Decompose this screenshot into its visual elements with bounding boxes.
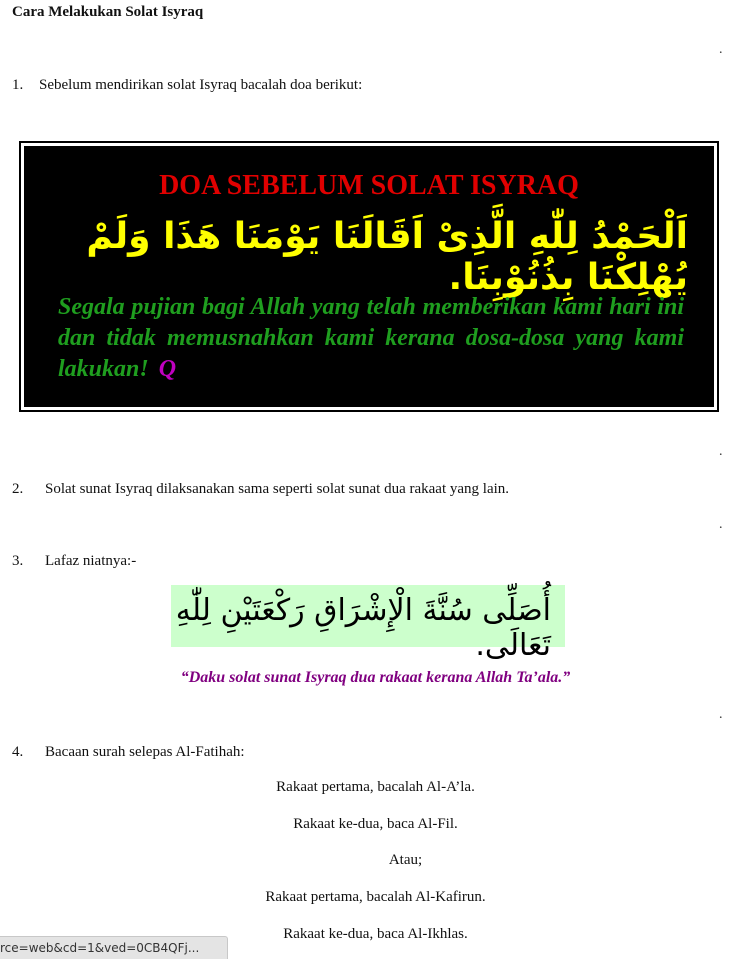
step-2-number: 2.: [12, 481, 24, 497]
step-2-text: Solat sunat Isyraq dilaksanakan sama seperti solat sunat dua rakaat yang lain.: [45, 481, 510, 497]
q-mark: Q: [158, 356, 177, 382]
doa-translation: [58, 292, 684, 385]
surah-line: Rakaat ke-dua, baca Al-Fil.: [293, 816, 458, 832]
niat-arabic-text: أُصَلِّى سُنَّةَ الْإِشْرَاقِ رَكْعَتَيْنِ لِلّٰهِ تَعَالَى.: [175, 593, 551, 663]
step-1-number: 1.: [12, 77, 24, 93]
status-bar-url: rce=web&cd=1&ved=0CB4QFj...: [0, 936, 228, 959]
doa-arabic-text: اَلْحَمْدُ لِلّٰهِ الَّذِىْ اَقَالَنَا يَوْمَنَا هَذَا وَلَمْ يُهْلِكْنَا بِذُنُوْبِنَا.: [86, 216, 688, 298]
step-1-text: Sebelum mendirikan solat Isyraq bacalah doa berikut:: [39, 77, 363, 93]
surah-line: Rakaat pertama, bacalah Al-A’la.: [276, 779, 475, 795]
surah-line: Rakaat ke-dua, baca Al-Ikhlas.: [283, 926, 468, 942]
doa-heading: DOA SEBELUM SOLAT ISYRAQ: [159, 170, 579, 201]
surah-line: Atau;: [388, 852, 423, 868]
step-4-text: Bacaan surah selepas Al-Fatihah:: [45, 744, 245, 760]
doa-box-inner: [24, 146, 714, 407]
separator-dot: .: [719, 42, 723, 57]
doa-box: [19, 141, 719, 412]
separator-dot: .: [719, 444, 723, 459]
doa-translation-text: Segala pujian bagi Allah yang telah memberikan kami hari ini dan tidak memusnahkan kami kerana dosa-dosa yang kami lakukan!: [58, 294, 684, 382]
separator-dot: .: [719, 517, 723, 532]
niat-meaning: “Daku solat sunat Isyraq dua rakaat kerana Allah Ta’ala.”: [180, 669, 571, 686]
step-3-text: Lafaz niatnya:-: [45, 553, 137, 569]
step-4-number: 4.: [12, 744, 24, 760]
niat-box: [171, 585, 565, 663]
step-3-number: 3.: [12, 553, 24, 569]
surah-line: Rakaat pertama, bacalah Al-Kafirun.: [265, 889, 486, 905]
separator-dot: .: [719, 707, 723, 722]
page-title: Cara Melakukan Solat Isyraq: [12, 4, 204, 20]
